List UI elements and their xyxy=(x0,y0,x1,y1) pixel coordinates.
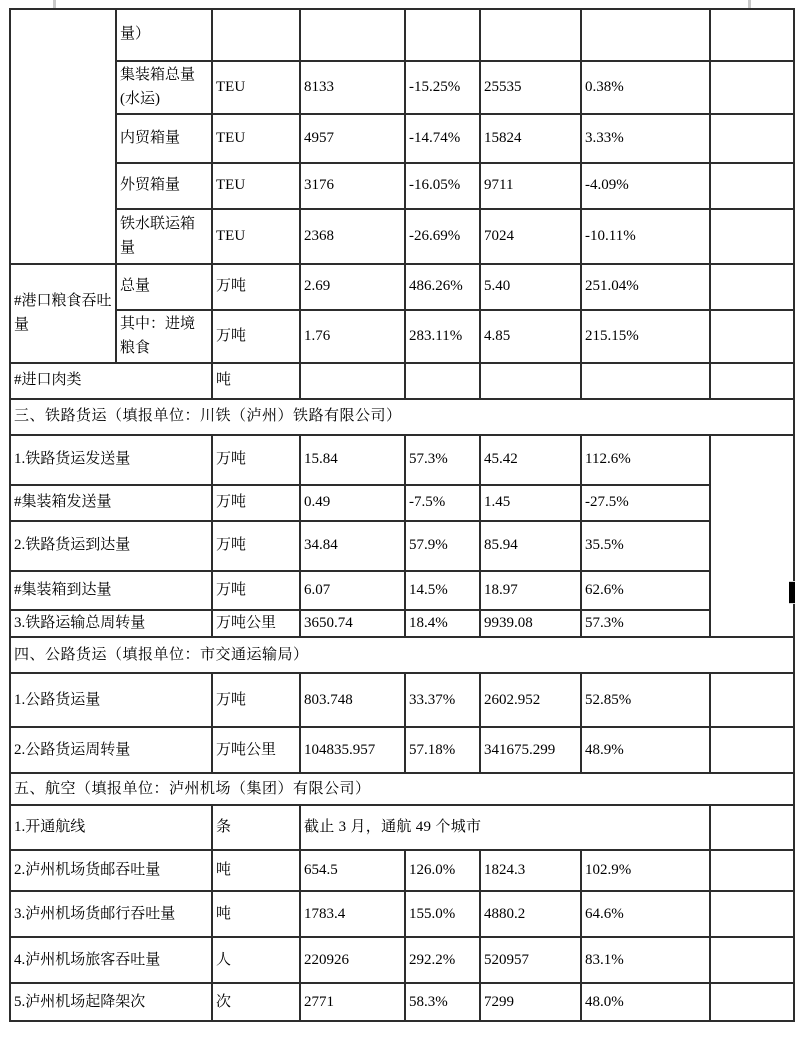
value-cell: 126.0% xyxy=(405,850,480,891)
table-row xyxy=(10,61,794,114)
value-cell: 14.5% xyxy=(405,571,480,610)
empty-cell xyxy=(710,363,794,399)
empty-cell xyxy=(710,983,794,1021)
unit-cell: 万吨 xyxy=(212,264,300,310)
label-cell: 总量 xyxy=(116,264,212,310)
table-row xyxy=(10,521,794,571)
value-cell: 104835.957 xyxy=(300,727,405,773)
section-header-row xyxy=(10,637,794,673)
section-cell: 三、铁路货运（填报单位：川铁（泸州）铁路有限公司） xyxy=(10,399,794,435)
label-cell: 3.泸州机场货邮行吞吐量 xyxy=(10,891,212,937)
value-cell: 6.07 xyxy=(300,571,405,610)
label-cell: 3.铁路运输总周转量 xyxy=(10,610,212,637)
table-row xyxy=(10,114,794,163)
value-cell: -16.05% xyxy=(405,163,480,209)
value-cell: 215.15% xyxy=(581,310,710,363)
empty-cell xyxy=(581,363,710,399)
value-cell: 48.0% xyxy=(581,983,710,1021)
empty-cell xyxy=(212,9,300,61)
table-row xyxy=(10,610,794,637)
unit-cell: TEU xyxy=(212,114,300,163)
unit-cell: TEU xyxy=(212,163,300,209)
value-cell: 1783.4 xyxy=(300,891,405,937)
unit-cell: 万吨 xyxy=(212,485,300,521)
section-header-row xyxy=(10,399,794,435)
table-row xyxy=(10,435,794,485)
section-cell: 四、公路货运（填报单位：市交通运输局） xyxy=(10,637,794,673)
value-cell: 15824 xyxy=(480,114,581,163)
value-cell: 1.76 xyxy=(300,310,405,363)
value-cell: 1.45 xyxy=(480,485,581,521)
table-row xyxy=(10,163,794,209)
unit-cell: 万吨 xyxy=(212,310,300,363)
empty-cell xyxy=(710,937,794,983)
value-cell: -7.5% xyxy=(405,485,480,521)
value-cell: -26.69% xyxy=(405,209,480,264)
value-cell: -15.25% xyxy=(405,61,480,114)
empty-cell xyxy=(710,727,794,773)
unit-cell: 吨 xyxy=(212,850,300,891)
value-cell: 5.40 xyxy=(480,264,581,310)
empty-cell xyxy=(710,163,794,209)
label-cell: 量） xyxy=(116,9,212,61)
value-cell: 48.9% xyxy=(581,727,710,773)
table-row xyxy=(10,937,794,983)
unit-cell: 人 xyxy=(212,937,300,983)
label-cell: #进口肉类 xyxy=(10,363,212,399)
value-cell: 83.1% xyxy=(581,937,710,983)
table-row xyxy=(10,983,794,1021)
unit-cell: 万吨 xyxy=(212,571,300,610)
value-cell: 57.3% xyxy=(405,435,480,485)
value-cell: 4.85 xyxy=(480,310,581,363)
note-cell: 截止 3 月，通航 49 个城市 xyxy=(300,805,710,850)
value-cell: 85.94 xyxy=(480,521,581,571)
label-cell: 2.铁路货运到达量 xyxy=(10,521,212,571)
label-cell: 集装箱总量(水运) xyxy=(116,61,212,114)
empty-cell xyxy=(480,363,581,399)
value-cell: 45.42 xyxy=(480,435,581,485)
value-cell: 341675.299 xyxy=(480,727,581,773)
value-cell: 4957 xyxy=(300,114,405,163)
table-row xyxy=(10,891,794,937)
table-row xyxy=(10,485,794,521)
label-cell: #集装箱发送量 xyxy=(10,485,212,521)
table-body xyxy=(10,9,794,1021)
value-cell: 57.18% xyxy=(405,727,480,773)
value-cell: 62.6% xyxy=(581,571,710,610)
unit-cell: TEU xyxy=(212,209,300,264)
unit-cell: 万吨 xyxy=(212,521,300,571)
empty-cell xyxy=(710,264,794,310)
value-cell: 2368 xyxy=(300,209,405,264)
empty-cell xyxy=(710,61,794,114)
value-cell: 64.6% xyxy=(581,891,710,937)
value-cell: 9711 xyxy=(480,163,581,209)
value-cell: 35.5% xyxy=(581,521,710,571)
label-cell: 1.铁路货运发送量 xyxy=(10,435,212,485)
table-row xyxy=(10,9,794,61)
value-cell: 155.0% xyxy=(405,891,480,937)
value-cell: 4880.2 xyxy=(480,891,581,937)
value-cell: 25535 xyxy=(480,61,581,114)
empty-cell xyxy=(710,114,794,163)
label-cell: 铁水联运箱量 xyxy=(116,209,212,264)
value-cell: 34.84 xyxy=(300,521,405,571)
empty-cell xyxy=(710,9,794,61)
value-cell: 0.49 xyxy=(300,485,405,521)
value-cell: 3176 xyxy=(300,163,405,209)
category-cell xyxy=(10,9,116,264)
value-cell: -27.5% xyxy=(581,485,710,521)
value-cell: 654.5 xyxy=(300,850,405,891)
value-cell: 7024 xyxy=(480,209,581,264)
empty-cell xyxy=(710,209,794,264)
value-cell: 57.3% xyxy=(581,610,710,637)
table-row xyxy=(10,673,794,727)
value-cell: 251.04% xyxy=(581,264,710,310)
unit-cell: TEU xyxy=(212,61,300,114)
section-header-row xyxy=(10,773,794,805)
table-row xyxy=(10,310,794,363)
value-cell: 3.33% xyxy=(581,114,710,163)
empty-cell xyxy=(300,363,405,399)
value-cell: 220926 xyxy=(300,937,405,983)
value-cell: 1824.3 xyxy=(480,850,581,891)
value-cell: 58.3% xyxy=(405,983,480,1021)
empty-cell xyxy=(405,9,480,61)
unit-cell: 万吨公里 xyxy=(212,610,300,637)
value-cell: 112.6% xyxy=(581,435,710,485)
label-cell: 外贸箱量 xyxy=(116,163,212,209)
value-cell: 292.2% xyxy=(405,937,480,983)
category-cell: #港口粮食吞吐量 xyxy=(10,264,116,363)
label-cell: 1.开通航线 xyxy=(10,805,212,850)
label-cell: 2.泸州机场货邮吞吐量 xyxy=(10,850,212,891)
empty-cell xyxy=(710,850,794,891)
value-cell: -4.09% xyxy=(581,163,710,209)
label-cell: #集装箱到达量 xyxy=(10,571,212,610)
transport-statistics-table xyxy=(9,8,795,1022)
value-cell: 0.38% xyxy=(581,61,710,114)
value-cell: 33.37% xyxy=(405,673,480,727)
value-cell: 8133 xyxy=(300,61,405,114)
label-cell: 2.公路货运周转量 xyxy=(10,727,212,773)
table-row xyxy=(10,363,794,399)
empty-cell xyxy=(710,310,794,363)
value-cell: 18.97 xyxy=(480,571,581,610)
unit-cell: 条 xyxy=(212,805,300,850)
value-cell: 2.69 xyxy=(300,264,405,310)
value-cell: 9939.08 xyxy=(480,610,581,637)
unit-cell: 万吨 xyxy=(212,673,300,727)
value-cell: 57.9% xyxy=(405,521,480,571)
value-cell: 2602.952 xyxy=(480,673,581,727)
empty-cell xyxy=(710,891,794,937)
value-cell: 803.748 xyxy=(300,673,405,727)
table-row xyxy=(10,571,794,610)
value-cell: 2771 xyxy=(300,983,405,1021)
value-cell: -10.11% xyxy=(581,209,710,264)
value-cell: 52.85% xyxy=(581,673,710,727)
table-row xyxy=(10,727,794,773)
label-cell: 内贸箱量 xyxy=(116,114,212,163)
empty-cell xyxy=(710,805,794,850)
table-row xyxy=(10,209,794,264)
value-cell: 15.84 xyxy=(300,435,405,485)
section-cell: 五、航空（填报单位：泸州机场（集团）有限公司） xyxy=(10,773,794,805)
value-cell: 486.26% xyxy=(405,264,480,310)
label-cell: 5.泸州机场起降架次 xyxy=(10,983,212,1021)
table-row xyxy=(10,850,794,891)
label-cell: 1.公路货运量 xyxy=(10,673,212,727)
value-cell: -14.74% xyxy=(405,114,480,163)
empty-cell xyxy=(480,9,581,61)
unit-cell: 吨 xyxy=(212,363,300,399)
value-cell: 520957 xyxy=(480,937,581,983)
label-cell: 其中：进境粮食 xyxy=(116,310,212,363)
value-cell: 18.4% xyxy=(405,610,480,637)
empty-cell xyxy=(405,363,480,399)
table-row xyxy=(10,805,794,850)
unit-cell: 万吨公里 xyxy=(212,727,300,773)
empty-cell xyxy=(300,9,405,61)
cursor-artifact xyxy=(789,581,795,604)
value-cell: 7299 xyxy=(480,983,581,1021)
value-cell: 3650.74 xyxy=(300,610,405,637)
label-cell: 4.泸州机场旅客吞吐量 xyxy=(10,937,212,983)
value-cell: 102.9% xyxy=(581,850,710,891)
unit-cell: 万吨 xyxy=(212,435,300,485)
empty-cell xyxy=(581,9,710,61)
table-row xyxy=(10,264,794,310)
empty-cell xyxy=(710,673,794,727)
unit-cell: 次 xyxy=(212,983,300,1021)
empty-cell xyxy=(710,435,794,637)
value-cell: 283.11% xyxy=(405,310,480,363)
unit-cell: 吨 xyxy=(212,891,300,937)
